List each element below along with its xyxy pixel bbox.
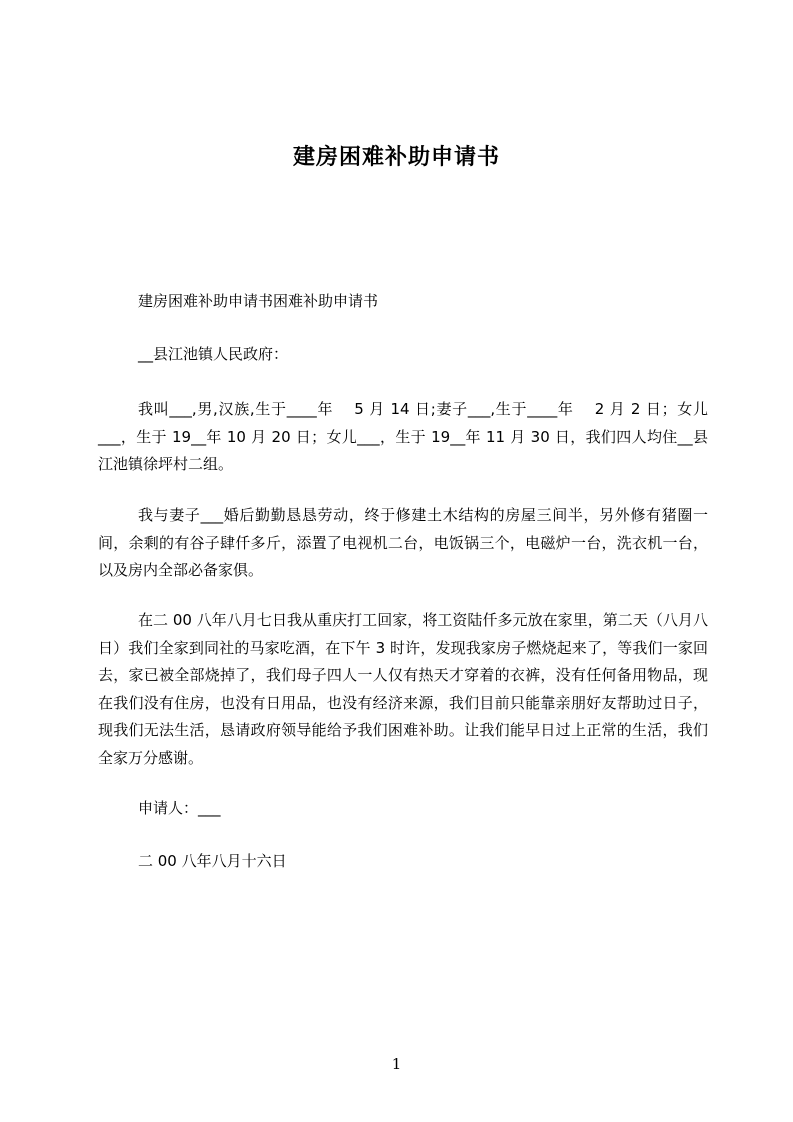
subtitle-paragraph: 建房困难补助申请书困难补助申请书 xyxy=(138,292,379,310)
applicant-signature: 申请人：___ xyxy=(138,799,221,817)
incident-paragraph: 在二 00 八年八月七日我从重庆打工回家，将工资陆仟多元放在家里，第二天（八月八日）我们全家到同社的马家吃酒，在下午 3 时许，发现我家房子燃烧起来了，等我们一家回去，家已被全部烧掉了，我们母子四人一人仅有热天才穿着的衣裤，没有任何备用物品，现在我们没有住房，也没有日用品，也没有经济来源，我们目前只能靠亲朋好友帮助过日子，现我们无法生活，恳请政府领导能给予我们困难补助。让我们能早日过上正常的生活，我们全家万分感谢。 xyxy=(98,611,708,767)
property-paragraph: 我与妻子___婚后勤勤恳恳劳动，终于修建土木结构的房屋三间半，另外修有猪圈一间，余剩的有谷子肆仟多斤，添置了电视机二台，电饭锅三个，电磁炉一台，洗衣机一台，以及房内全部必备家俱。 xyxy=(98,506,708,579)
page-number: 1 xyxy=(391,1055,402,1073)
family-info-paragraph: 我叫___,男,汉族,生于____年 5 月 14 日;妻子___,生于____年 2 月 2 日；女儿___，生于 19__年 10 月 20 日；女儿___，生于 19__年 11 月 30 日，我们四人均住__县江池镇徐坪村二组。 xyxy=(98,400,708,473)
application-date: 二 00 八年八月十六日 xyxy=(138,852,287,870)
document-title: 建房困难补助申请书 xyxy=(292,145,500,170)
addressee-paragraph: __县江池镇人民政府： xyxy=(138,345,289,363)
